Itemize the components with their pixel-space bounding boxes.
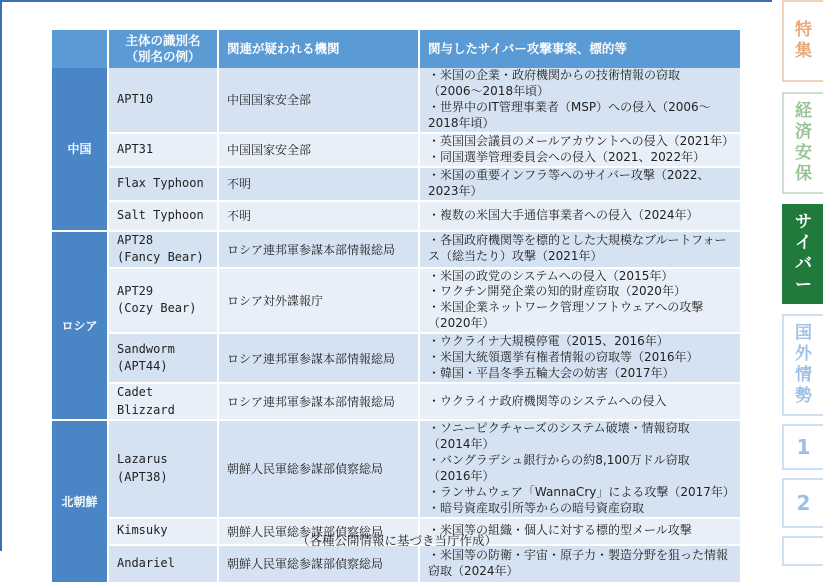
side-tab-3[interactable] <box>782 536 823 566</box>
events-cell <box>420 384 742 421</box>
actor-name-cell: APT28 (Fancy Bear) <box>109 232 219 269</box>
events-cell <box>420 134 742 168</box>
table-row <box>52 202 742 232</box>
side-tab-char: サ <box>795 211 812 232</box>
actor-name-cell: APT31 <box>109 134 219 168</box>
agency-cell: 朝鮮人民軍総参謀部偵察総局 <box>219 421 420 519</box>
source-caption: （各種公開情報に基づき当庁作成） <box>296 533 497 548</box>
side-tab-char: 経 <box>795 100 812 121</box>
event-item: ・米国企業ネットワーク管理ソフトウェアへの攻撃（2020年） <box>428 300 704 331</box>
table-row <box>52 168 742 202</box>
events-cell <box>420 546 742 584</box>
table-row <box>52 384 742 421</box>
actor-name-cell: Andariel <box>109 546 219 584</box>
event-item: ・米国大統領選挙有権者情報の窃取等（2016年） <box>428 350 699 365</box>
agency-cell: 中国国家安全部 <box>219 134 420 168</box>
agency-cell: ロシア対外諜報庁 <box>219 269 420 335</box>
table-row <box>52 269 742 335</box>
events-cell <box>420 232 742 269</box>
actor-name-cell: Flax Typhoon <box>109 168 219 202</box>
event-item: ・米国の重要インフラ等へのサイバー攻撃（2022、2023年） <box>428 167 710 198</box>
event-item: ・各国政府機関等を標的とした大規模なブルートフォース（総当たり）攻撃（2021年） <box>428 233 727 264</box>
actor-name-cell: APT29 (Cozy Bear) <box>109 269 219 335</box>
table-row <box>52 68 742 134</box>
table-row <box>52 334 742 384</box>
side-tab-char: ー <box>795 275 812 296</box>
agency-cell: ロシア連邦軍参謀本部情報総局 <box>219 232 420 269</box>
country-cell: 中国 <box>52 68 109 232</box>
side-tab-char: バ <box>795 254 812 274</box>
agency-cell: ロシア連邦軍参謀本部情報総局 <box>219 384 420 421</box>
header-name: 主体の識別名 （別名の例） <box>109 30 219 68</box>
event-item: ・ワクチン開発企業の知的財産窃取（2020年） <box>428 284 686 299</box>
event-item: ・米国の政党のシステムへの侵入（2015年） <box>428 268 674 283</box>
agency-cell: 不明 <box>219 168 420 202</box>
agency-cell: 朝鮮人民軍総参謀部偵察総局 <box>219 546 420 584</box>
event-item: ・世界中のIT管理事業者（MSP）への侵入（2006〜2018年頃） <box>428 99 711 130</box>
events-cell <box>420 168 742 202</box>
side-tab-char: 特 <box>795 19 812 40</box>
events-cell <box>420 421 742 519</box>
actor-name-cell: APT10 <box>109 68 219 134</box>
event-item: ・ウクライナ政府機関等のシステムへの侵入 <box>428 393 667 408</box>
side-tab-1[interactable] <box>782 424 823 470</box>
events-cell <box>420 334 742 384</box>
side-tab-keizai-anpo[interactable] <box>782 92 823 194</box>
country-cell: ロシア <box>52 232 109 421</box>
actor-name-cell: Sandworm (APT44) <box>109 334 219 384</box>
event-item: ・複数の米国大手通信事業者への侵入（2024年） <box>428 207 699 222</box>
table-body <box>52 68 742 584</box>
event-item: ・韓国・平昌冬季五輪大会の妨害（2017年） <box>428 366 675 381</box>
header-country <box>52 30 109 68</box>
side-tab-number: 1 <box>796 434 811 459</box>
event-item: ・ソニーピクチャーズのシステム破壊・情報窃取（2014年） <box>428 420 690 451</box>
side-tab-char: 国 <box>795 322 812 343</box>
side-tab-char: 済 <box>795 121 812 142</box>
cyber-actors-table <box>52 30 742 584</box>
side-tab-2[interactable] <box>782 478 823 528</box>
side-tab-kokugai-jousei[interactable] <box>782 314 823 416</box>
event-item: ・米国等の組織・個人に対する標的型メール攻撃 <box>428 523 692 538</box>
agency-cell: 不明 <box>219 202 420 232</box>
event-item: ・米国等の防衛・宇宙・原子力・製造分野を狙った情報窃取（2024年） <box>428 547 729 578</box>
event-item: ・同国選挙管理委員会への侵入（2021、2022年） <box>428 149 706 164</box>
side-tab-tokushu[interactable] <box>782 0 823 82</box>
events-cell <box>420 269 742 335</box>
header-events: 関与したサイバー攻撃事案、標的等 <box>420 30 742 68</box>
header-agency: 関連が疑われる機関 <box>219 30 420 68</box>
actor-name-cell: Salt Typhoon <box>109 202 219 232</box>
event-item: ・米国の企業・政府機関からの技術情報の窃取（2006〜2018年頃） <box>428 68 681 98</box>
events-cell <box>420 202 742 232</box>
side-tab-char: 保 <box>795 164 812 185</box>
side-tab-char: 安 <box>795 143 812 163</box>
side-tab-char: 情 <box>795 365 812 385</box>
actor-name-cell: Lazarus (APT38) <box>109 421 219 519</box>
event-item: ・バングラデシュ銀行からの約8,100万ドル窃取（2016年） <box>428 452 690 483</box>
table-header-row <box>52 30 742 68</box>
table-row <box>52 232 742 269</box>
agency-cell: 中国国家安全部 <box>219 68 420 134</box>
actor-name-cell: Cadet Blizzard <box>109 384 219 421</box>
side-tab-char: 勢 <box>795 386 812 407</box>
actor-name-cell: Kimsuky <box>109 519 219 546</box>
event-item: ・暗号資産取引所等からの暗号資産窃取 <box>428 500 645 515</box>
agency-cell: ロシア連邦軍参謀本部情報総局 <box>219 334 420 384</box>
side-tab-char: 集 <box>795 41 812 61</box>
agency-cell: 朝鮮人民軍総参謀部偵察総局 <box>219 519 420 546</box>
side-tab-cyber-active[interactable] <box>782 204 823 304</box>
event-item: ・ウクライナ大規模停電（2015、2016年） <box>428 334 669 349</box>
events-cell <box>420 68 742 134</box>
side-tab-number: 2 <box>796 490 811 515</box>
table-row <box>52 421 742 519</box>
event-item: ・英国国会議員のメールアカウントへの侵入（2021年） <box>428 133 735 148</box>
side-tab-char: イ <box>795 232 812 253</box>
side-tab-char: 外 <box>795 343 812 364</box>
country-cell: 北朝鮮 <box>52 421 109 584</box>
event-item: ・ランサムウェア「WannaCry」による攻撃（2017年） <box>428 484 735 499</box>
table-row <box>52 134 742 168</box>
table-row <box>52 546 742 584</box>
